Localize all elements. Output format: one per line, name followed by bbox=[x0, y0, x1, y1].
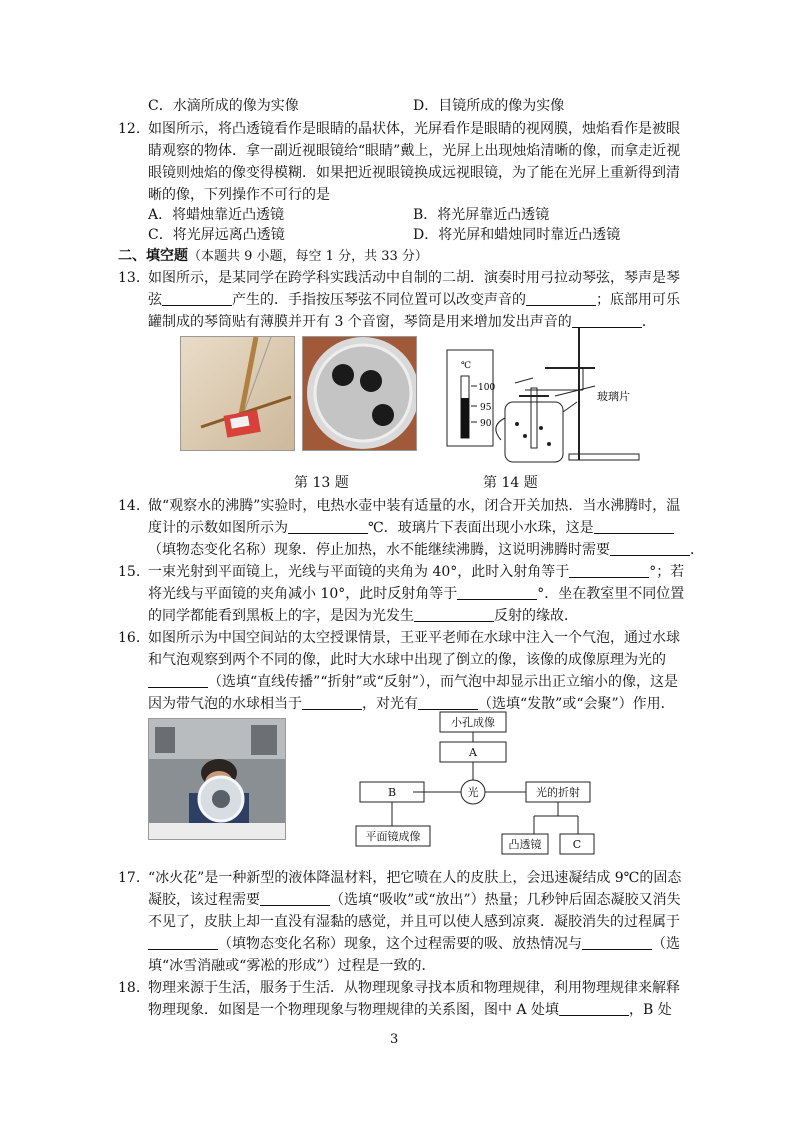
text: （选 bbox=[652, 936, 680, 952]
page-number: 3 bbox=[390, 1032, 399, 1047]
text: 度计的示数如图所示为 bbox=[148, 520, 288, 536]
q12-line-3: 眼镜则烛焰的像变得模糊．如果把近视眼镜换成远视眼镜，为了能在光屏上重新得到清 bbox=[148, 165, 680, 181]
text: 因为带气泡的水球相当于 bbox=[148, 696, 302, 712]
q14-line-1: 做“观察水的沸腾”实验时，电热水壶中装有适量的水，闭合开关加热．当水沸腾时，温 bbox=[148, 498, 681, 514]
text: ，B 处 bbox=[629, 1002, 672, 1018]
text: （填物态变化名称）现象．停止加热，水不能继续沸腾，这说明沸腾时需要 bbox=[148, 542, 610, 558]
node-b: B bbox=[387, 786, 397, 799]
text: （选填“发散”或“会聚”）作用． bbox=[478, 696, 675, 712]
fig14-caption: 第 14 题 bbox=[483, 475, 538, 491]
q13-line-2 bbox=[148, 290, 680, 310]
q12-number: 12. bbox=[118, 121, 141, 137]
q14-line-2 bbox=[148, 518, 674, 538]
can-photo-drawing bbox=[303, 337, 416, 450]
q12-line-4: 晰的像，下列操作不可行的是 bbox=[148, 187, 330, 203]
tick-100: 100 bbox=[478, 383, 496, 393]
q12-option-b: B．将光屏靠近凸透镜 bbox=[413, 207, 550, 223]
q11-option-c: C．水滴所成的像为实像 bbox=[148, 98, 299, 114]
text: 弦 bbox=[148, 292, 162, 308]
text: ℃．玻璃片下表面出现小水珠，这是 bbox=[368, 520, 594, 536]
q17-number: 17. bbox=[118, 870, 141, 886]
answer-blank[interactable] bbox=[148, 935, 218, 950]
text: 凝胶，该过程需要 bbox=[148, 892, 260, 908]
node-c: C bbox=[572, 838, 582, 851]
space-lesson-photo bbox=[148, 718, 286, 840]
can-photo bbox=[302, 336, 417, 451]
q16-line-3 bbox=[148, 672, 678, 692]
node-plane-mirror: 平面镜成像 bbox=[365, 830, 421, 843]
node-light: 光 bbox=[467, 786, 479, 799]
q16-number: 16. bbox=[118, 630, 141, 646]
section-heading bbox=[118, 246, 428, 267]
boiling-apparatus-diagram bbox=[445, 328, 655, 473]
q15-line-1 bbox=[148, 562, 684, 582]
text: 的同学都能看到黑板上的字，是因为光发生 bbox=[148, 608, 414, 624]
text: °．坐在教室里不同位置 bbox=[537, 586, 685, 602]
text: （填物态变化名称）现象，这个过程需要的吸、放热情况与 bbox=[218, 936, 582, 952]
q12-option-c: C．将光屏远离凸透镜 bbox=[148, 227, 285, 243]
section-note: （本题共 9 小题，每空 1 分，共 33 分） bbox=[188, 249, 428, 264]
text: 物理现象．如图是一个物理现象与物理规律的关系图，图中 A 处填 bbox=[148, 1002, 560, 1018]
tick-90: 90 bbox=[480, 419, 492, 429]
answer-blank[interactable] bbox=[148, 673, 208, 688]
q14-number: 14. bbox=[118, 498, 141, 514]
text: 产生的．手指按压琴弦不同位置可以改变声音的 bbox=[232, 292, 526, 308]
node-refraction: 光的折射 bbox=[536, 786, 580, 799]
q17-line-1: “冰火花”是一种新型的液体降温材料，把它喷在人的皮肤上，会迅速凝结成 9℃的固态 bbox=[148, 870, 682, 886]
q17-line-2 bbox=[148, 890, 681, 910]
q13-line-1: 如图所示，是某同学在跨学科实践活动中自制的二胡．演奏时用弓拉动琴弦，琴声是琴 bbox=[148, 270, 680, 286]
thermometer-unit: ℃ bbox=[461, 361, 472, 371]
answer-blank[interactable] bbox=[288, 519, 368, 534]
q17-line-4 bbox=[148, 934, 680, 954]
node-a: A bbox=[469, 746, 477, 759]
answer-blank[interactable] bbox=[594, 519, 674, 534]
answer-blank[interactable] bbox=[582, 935, 652, 950]
q17-line-5: 填“冰雪消融或“雾凇的形成”）过程是一致的． bbox=[148, 958, 436, 974]
node-pinhole: 小孔成像 bbox=[451, 716, 495, 729]
erhu-photo-drawing bbox=[181, 337, 294, 450]
text: °；若 bbox=[649, 564, 685, 580]
q18-line-1: 物理来源于生活，服务于生活．从物理现象寻找本质和物理规律，利用物理规律来解释 bbox=[148, 980, 680, 996]
answer-blank[interactable] bbox=[610, 541, 690, 556]
erhu-photo bbox=[180, 336, 295, 451]
text: （选填“直线传播”“折射”或“反射”），而气泡中却显示出正立缩小的像，这是 bbox=[208, 674, 678, 690]
answer-blank[interactable] bbox=[559, 1001, 629, 1016]
answer-blank[interactable] bbox=[569, 563, 649, 578]
text: ；底部用可乐 bbox=[596, 292, 680, 308]
text: ． bbox=[690, 542, 704, 558]
text: 罐制成的琴筒贴有薄膜并开有 3 个音窗，琴筒是用来增加发出声音的 bbox=[148, 314, 572, 330]
text: 一束光射到平面镜上，光线与平面镜的夹角为 40°，此时入射角等于 bbox=[148, 564, 570, 580]
q17-line-3: 不见了，皮肤上却一直没有湿黏的感觉，并且可以使人感到凉爽．凝胶消失的过程属于 bbox=[148, 914, 680, 930]
q12-line-2: 睛观察的物体．拿一副近视眼镜给“眼睛”戴上，光屏上出现烛焰清晰的像，而拿走近视 bbox=[148, 143, 681, 159]
glass-plate-label: 玻璃片 bbox=[597, 390, 630, 403]
answer-blank[interactable] bbox=[162, 291, 232, 306]
text: 将光线与平面镜的夹角减小 10°，此时反射角等于 bbox=[148, 586, 458, 602]
answer-blank[interactable] bbox=[526, 291, 596, 306]
answer-blank[interactable] bbox=[414, 607, 494, 622]
q15-line-2 bbox=[148, 584, 684, 604]
answer-blank[interactable] bbox=[260, 891, 330, 906]
q13-number: 13. bbox=[118, 270, 141, 286]
text: 反射的缘故． bbox=[494, 608, 578, 624]
answer-blank[interactable] bbox=[572, 313, 642, 328]
q15-line-3 bbox=[148, 606, 578, 626]
q12-option-d: D．将光屏和蜡烛同时靠近凸透镜 bbox=[413, 227, 621, 243]
q16-line-2: 和气泡观察到两个不同的像，此时大水球中出现了倒立的像，该像的成像原理为光的 bbox=[148, 652, 666, 668]
q12-option-a: A．将蜡烛靠近凸透镜 bbox=[148, 207, 285, 223]
optics-concept-map bbox=[350, 708, 600, 858]
space-lesson-drawing bbox=[149, 719, 285, 839]
node-convex-lens: 凸透镜 bbox=[508, 838, 542, 851]
text: （选填“吸收”或“放出”）热量；几秒钟后固态凝胶又消失 bbox=[330, 892, 681, 908]
section-title: 二、填空题 bbox=[118, 248, 188, 264]
tick-95: 95 bbox=[480, 403, 492, 413]
q16-line-1: 如图所示为中国空间站的太空授课情景，王亚平老师在水球中注入一个气泡，通过水球 bbox=[148, 630, 680, 646]
fig13-caption: 第 13 题 bbox=[294, 475, 349, 491]
q18-line-2 bbox=[148, 1000, 672, 1020]
q12-line-1: 如图所示，将凸透镜看作是眼睛的晶状体，光屏看作是眼睛的视网膜，烛焰看作是被眼 bbox=[148, 121, 680, 137]
q15-number: 15. bbox=[118, 564, 141, 580]
text: ． bbox=[641, 314, 656, 330]
q11-option-d: D．目镜所成的像为实像 bbox=[413, 98, 565, 114]
answer-blank[interactable] bbox=[457, 585, 537, 600]
q18-number: 18. bbox=[118, 980, 141, 996]
q14-line-3 bbox=[148, 540, 704, 560]
text: ，对光有 bbox=[362, 696, 418, 712]
